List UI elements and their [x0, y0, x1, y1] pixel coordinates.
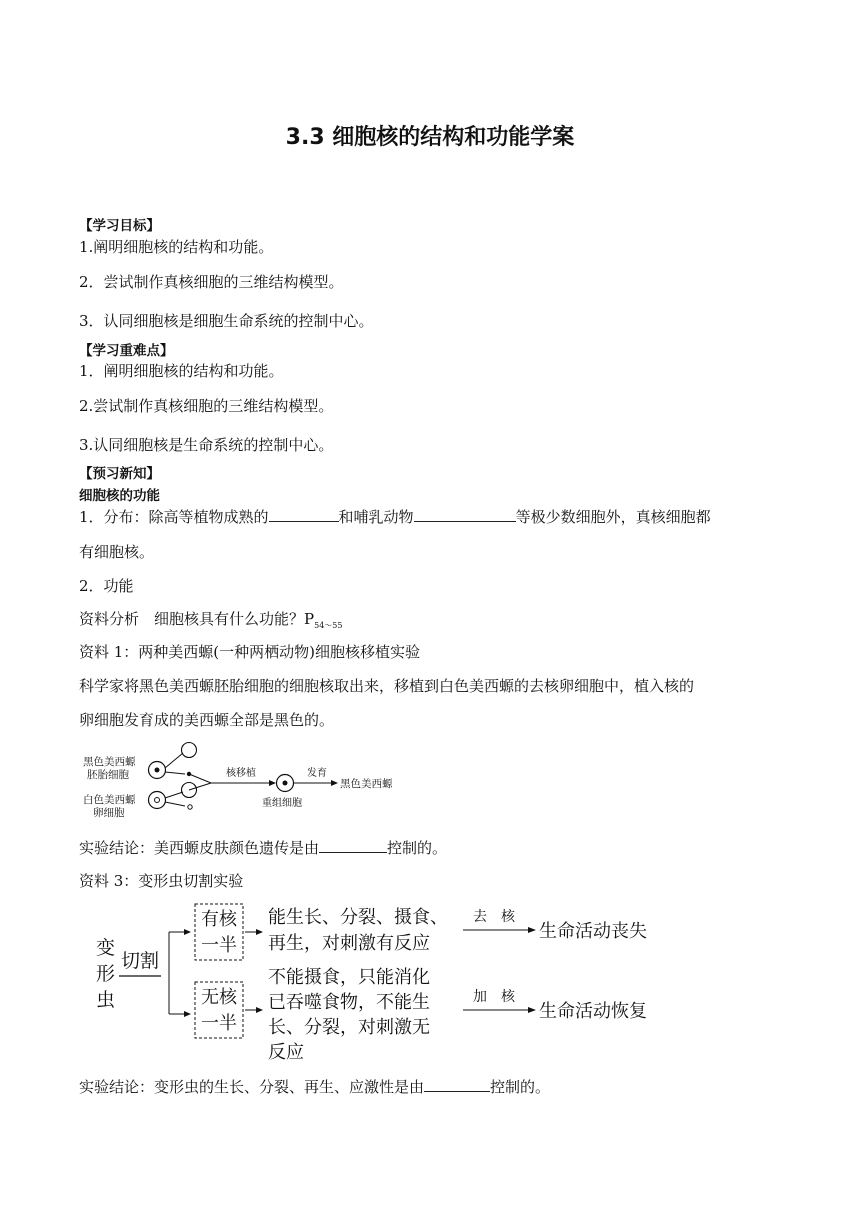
without-nucleus-desc-1: 不能摄食，只能消化: [268, 967, 430, 988]
page-range: 54～55: [314, 621, 343, 630]
distribution-line: [79, 507, 711, 527]
material-1-text-2: 卵细胞发育成的美西螈全部是黑色的。: [79, 711, 335, 729]
organism-char-3: 虫: [96, 989, 116, 1011]
material-1-title: 资料 1：两种美西螈(一种两栖动物)细胞核移植实验: [79, 643, 421, 661]
goal-item-2: 2．尝试制作真核细胞的三维结构模型。: [79, 273, 344, 291]
conclusion-3-text-b: 控制的。: [490, 1078, 551, 1096]
conclusion-1-text-a: 实验结论：美西螈皮肤颜色遗传是由: [79, 839, 320, 857]
with-nucleus-desc-2: 再生，对刺激有反应: [268, 933, 430, 954]
goal-item-1: 1.阐明细胞核的结构和功能。: [79, 238, 274, 256]
embryo-cell-icon: [149, 762, 166, 779]
key-point-2: 2.尝试制作真核细胞的三维结构模型。: [79, 397, 334, 415]
with-nucleus-label-2: 一半: [201, 935, 237, 956]
branch-lines: [169, 932, 187, 1014]
conclusion-3: [79, 1077, 550, 1097]
life-activity-restored: 生命活动恢复: [539, 1001, 647, 1022]
without-nucleus-label-1: 无核: [201, 987, 237, 1008]
label-result-black-axolotl: 黑色美西螈: [340, 778, 393, 790]
label-add-nucleus: 加 核: [473, 989, 515, 1005]
material-analysis-line: [79, 609, 342, 636]
section-heading-key-points: 【学习重难点】: [79, 343, 174, 359]
distribution-line-2: 有细胞核。: [79, 543, 155, 561]
section-heading-preview: 【预习新知】: [79, 466, 160, 482]
recombined-cell-icon: [277, 775, 294, 792]
function-heading: 2．功能: [79, 577, 134, 595]
goal-item-3: 3．认同细胞核是细胞生命系统的控制中心。: [79, 312, 374, 330]
without-nucleus-desc-4: 反应: [268, 1042, 304, 1063]
subheading-nucleus-function: 细胞核的功能: [79, 488, 160, 504]
label-remove-nucleus: 去 核: [473, 909, 515, 925]
without-nucleus-desc-3: 长、分裂，对刺激无: [268, 1017, 430, 1038]
split-lines: [165, 753, 211, 806]
egg-cell-icon: [149, 792, 166, 809]
label-white-axolotl: 白色美西螈: [83, 794, 136, 806]
organism-char-2: 形: [96, 963, 116, 985]
conclusion-1-text-b: 控制的。: [387, 839, 448, 857]
nuclear-transplant-diagram: [79, 738, 419, 822]
fill-blank-1[interactable]: [269, 507, 339, 522]
removed-nucleus: [188, 805, 192, 809]
label-black-axolotl: 黑色美西螈: [83, 756, 136, 768]
distribution-text-a: 1．分布：除高等植物成熟的: [79, 508, 269, 526]
with-nucleus-label-1: 有核: [201, 909, 237, 930]
page-title: 3.3 细胞核的结构和功能学案: [285, 125, 575, 150]
amoeba-cutting-diagram: [79, 896, 679, 1066]
cell-body-top: [182, 743, 197, 758]
fill-blank-4[interactable]: [424, 1077, 490, 1092]
distribution-text-b: 和哺乳动物: [338, 508, 414, 526]
material-3-title: 资料 3：变形虫切割实验: [79, 872, 244, 890]
distribution-text-c: 等极少数细胞外，真核细胞都: [515, 508, 711, 526]
label-transplant: 核移植: [226, 768, 256, 779]
without-nucleus-desc-2: 已吞噬食物，不能生: [268, 992, 430, 1013]
with-nucleus-desc-1: 能生长、分裂、摄食、: [268, 907, 448, 928]
conclusion-3-text-a: 实验结论：变形虫的生长、分裂、再生、应激性是由: [79, 1078, 425, 1096]
material-1-text-1: 科学家将黑色美西螈胚胎细胞的细胞核取出来，移植到白色美西螈的去核卵细胞中，植入核的: [79, 677, 695, 695]
key-point-3: 3.认同细胞核是生命系统的控制中心。: [79, 436, 334, 454]
conclusion-1: [79, 838, 447, 858]
label-cut: 切割: [121, 950, 160, 972]
fill-blank-2[interactable]: [414, 507, 516, 522]
organism-char-1: 变: [96, 937, 116, 959]
label-develop: 发育: [307, 768, 327, 779]
fill-blank-3[interactable]: [319, 838, 387, 853]
life-activity-lost: 生命活动丧失: [539, 921, 647, 942]
label-embryo-cell: 胚胎细胞: [87, 769, 129, 781]
nucleus-black: [187, 772, 191, 776]
key-point-1: 1．阐明细胞核的结构和功能。: [79, 362, 284, 380]
section-heading-goals: 【学习目标】: [79, 218, 160, 234]
label-egg-cell: 卵细胞: [93, 807, 125, 819]
material-analysis-text: 资料分析 细胞核具有什么功能？P: [79, 610, 315, 628]
without-nucleus-label-2: 一半: [201, 1013, 237, 1034]
label-recombined-cell: 重组细胞: [262, 798, 302, 809]
